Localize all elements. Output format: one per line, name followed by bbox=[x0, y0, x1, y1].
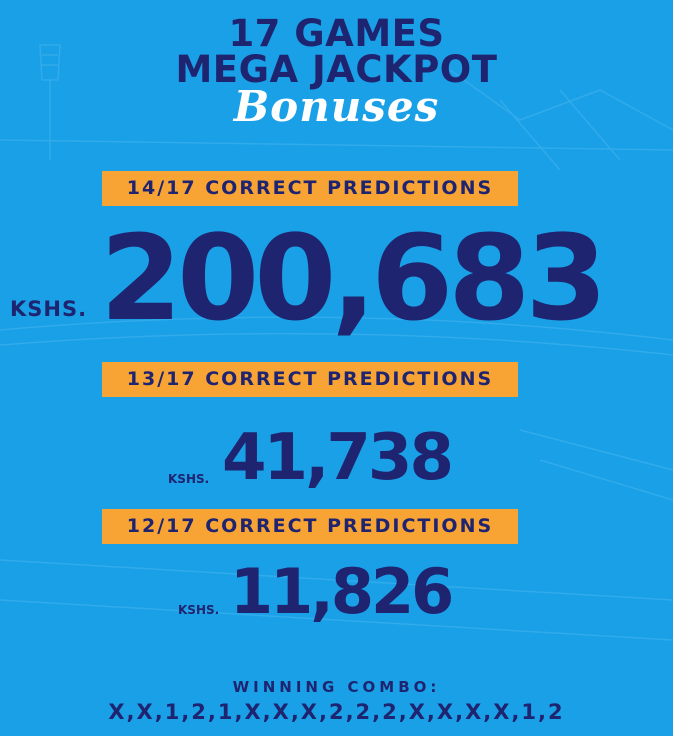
tier-12-currency: KSHS. bbox=[178, 603, 220, 617]
winning-combo-value: X,X,1,2,1,X,X,X,2,2,2,X,X,X,X,1,2 bbox=[108, 700, 565, 724]
tier-13-label: 13/17 CORRECT PREDICTIONS bbox=[102, 362, 518, 397]
tier-13-currency: KSHS. bbox=[168, 472, 210, 486]
tier-12-label: 12/17 CORRECT PREDICTIONS bbox=[102, 509, 518, 544]
title-mega-jackpot: MEGA JACKPOT bbox=[175, 48, 498, 91]
tier-12-amount: 11,826 bbox=[230, 555, 452, 628]
tier-14-currency: KSHS. bbox=[10, 297, 88, 321]
title-games: 17 GAMES bbox=[228, 12, 445, 55]
tier-14-label: 14/17 CORRECT PREDICTIONS bbox=[102, 171, 518, 206]
winning-combo-label: WINNING COMBO: bbox=[232, 678, 441, 696]
tier-13-amount: 41,738 bbox=[222, 421, 451, 495]
tier-14-amount: 200,683 bbox=[100, 209, 603, 347]
title-bonuses: Bonuses bbox=[233, 82, 440, 131]
